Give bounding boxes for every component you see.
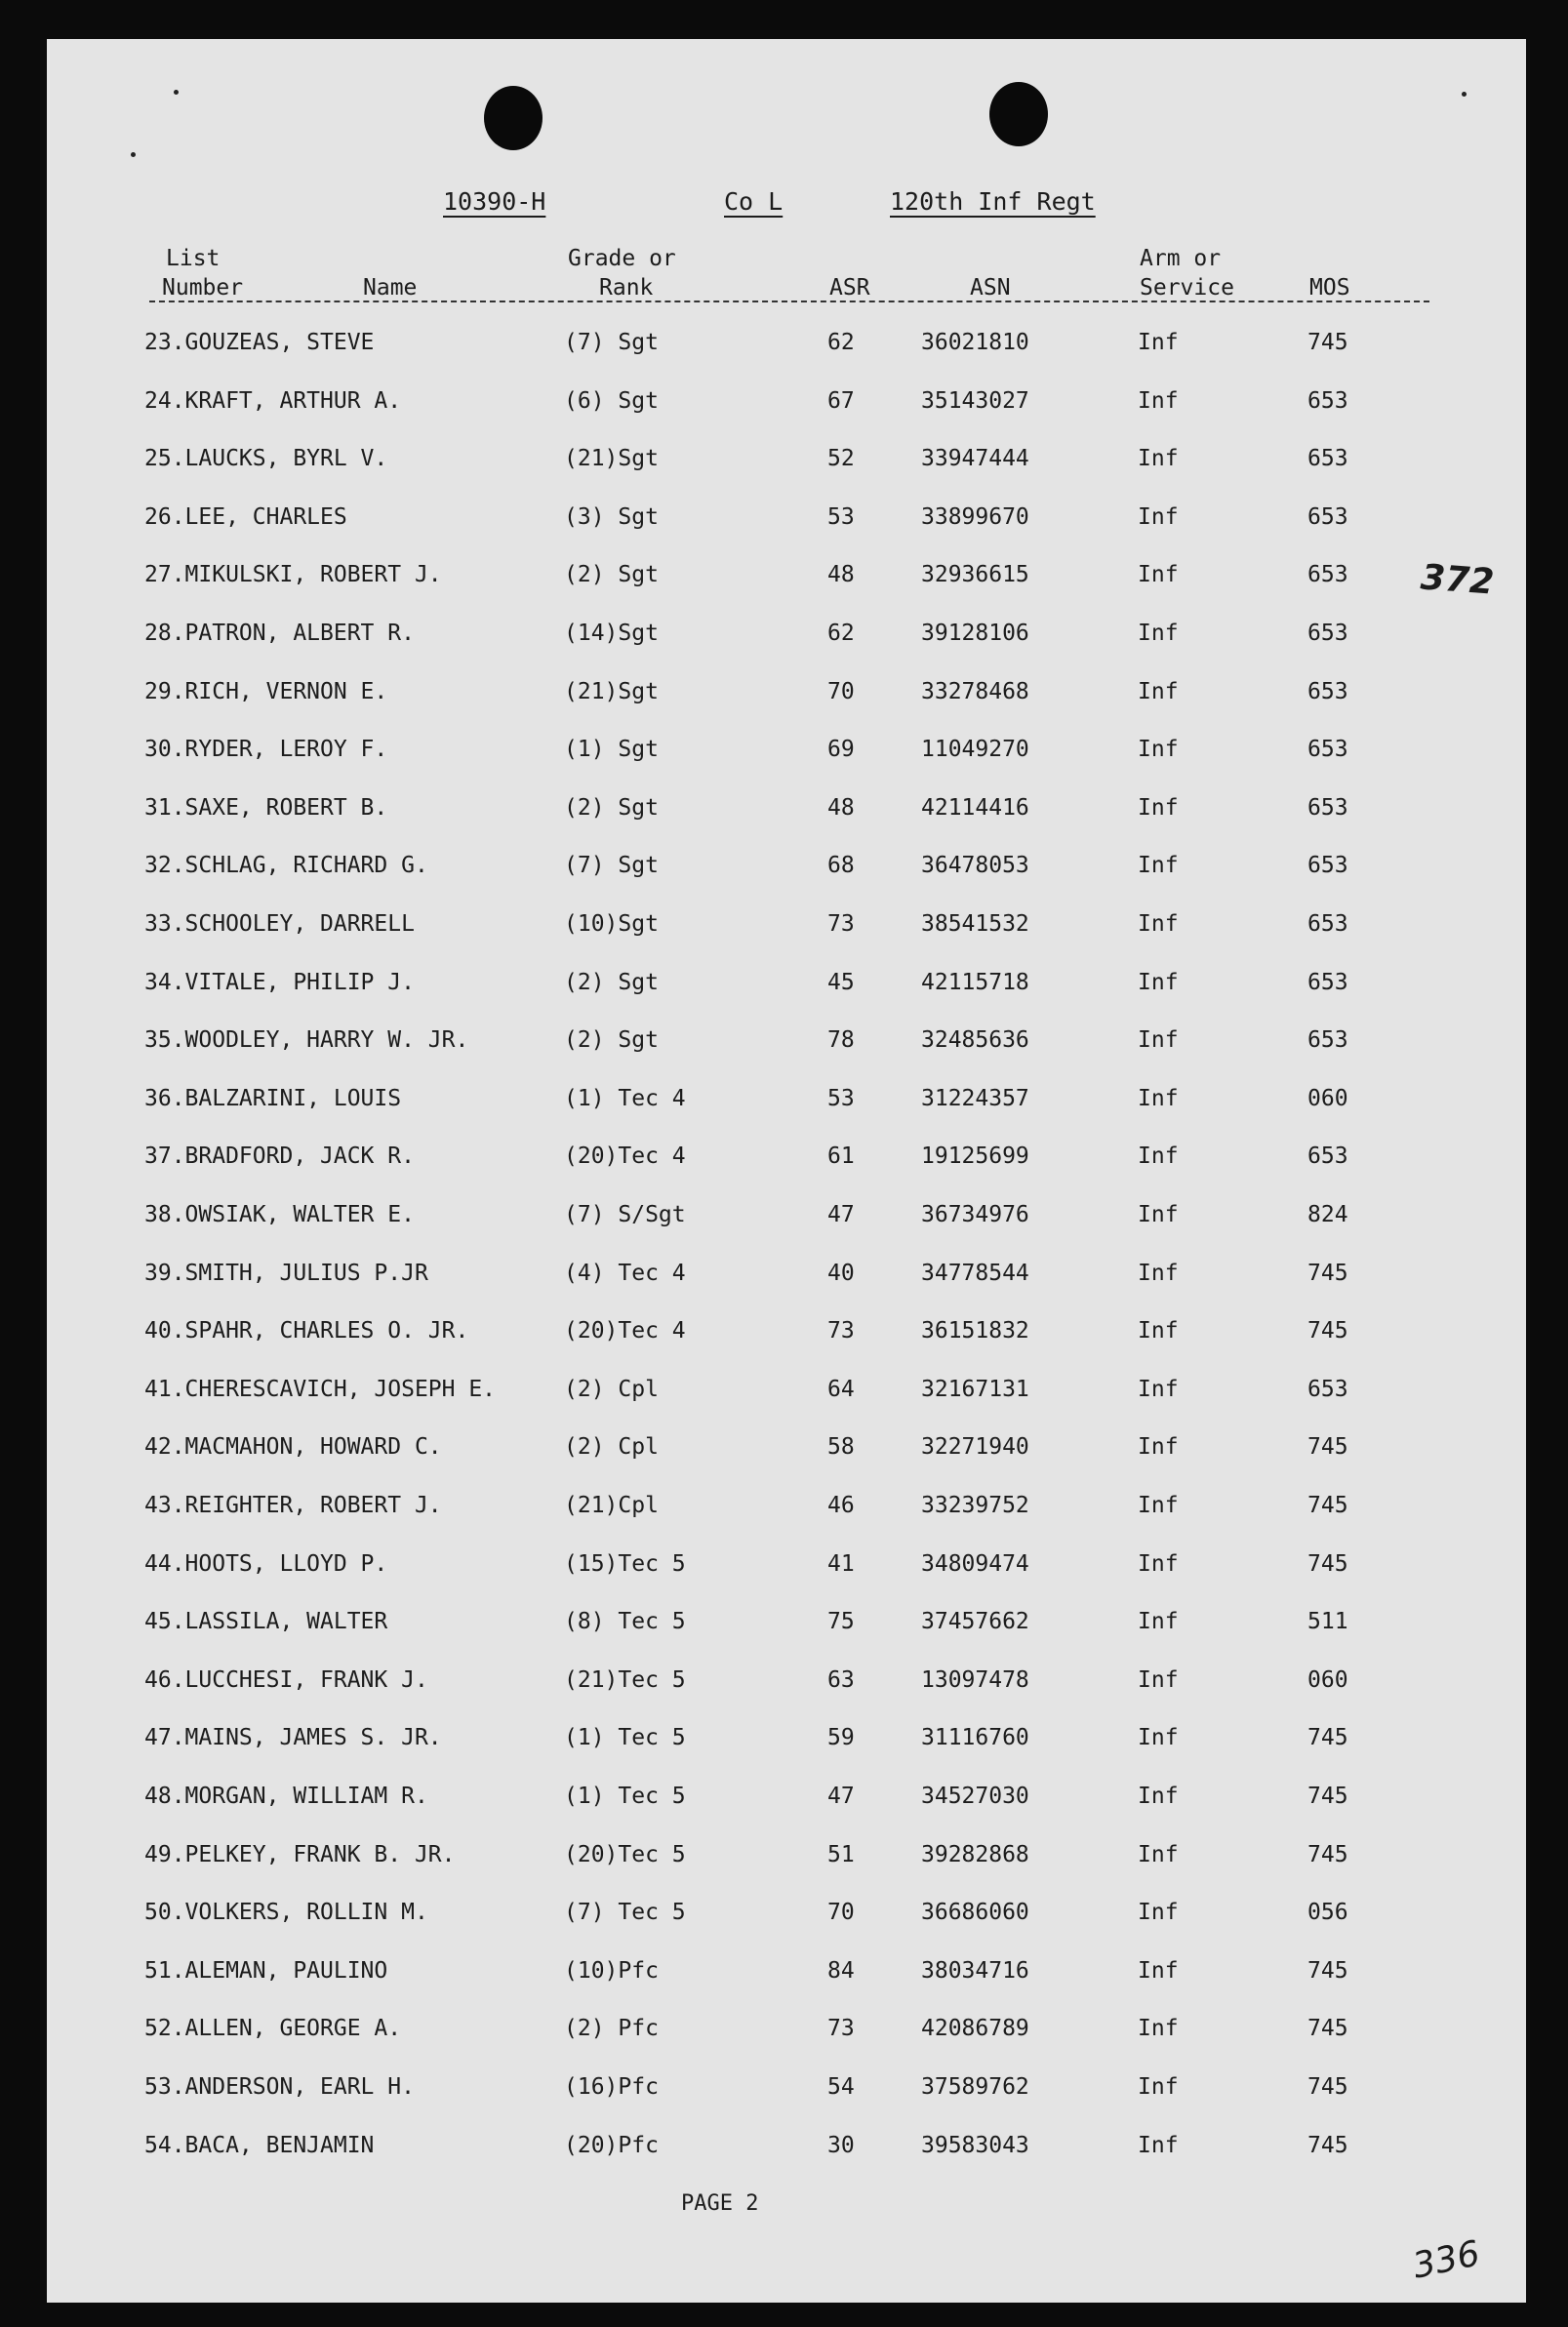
- row-asr: 61: [827, 1143, 855, 1170]
- row-arm: Inf: [1138, 387, 1179, 414]
- corner-handwritten-number: 336: [1409, 2233, 1484, 2287]
- row-arm: Inf: [1138, 911, 1179, 937]
- row-mos: 745: [1307, 1493, 1348, 1518]
- row-asn: 13097478: [921, 1666, 1029, 1693]
- header-divider: [149, 301, 1429, 302]
- row-arm: Inf: [1138, 1900, 1179, 1926]
- table-row: [47, 1667, 1526, 1706]
- row-asr: 52: [827, 446, 855, 472]
- row-mos: 653: [1307, 678, 1348, 704]
- table-row: [47, 1900, 1526, 1939]
- row-mos: 653: [1307, 794, 1348, 821]
- row-name: 25.LAUCKS, BYRL V.: [144, 446, 388, 472]
- table-row: [47, 1202, 1526, 1241]
- row-grade: (1) Tec 5: [564, 1784, 686, 1809]
- row-grade: (3) Sgt: [564, 503, 659, 530]
- table-row: [47, 388, 1526, 427]
- row-mos: 653: [1307, 562, 1348, 588]
- row-name: 26.LEE, CHARLES: [144, 503, 347, 530]
- row-asr: 70: [827, 1900, 855, 1926]
- row-asr: 48: [827, 794, 855, 821]
- row-mos: 745: [1307, 330, 1348, 355]
- row-name: 32.SCHLAG, RICHARD G.: [144, 853, 428, 879]
- row-asr: 70: [827, 678, 855, 704]
- row-grade: (7) Sgt: [564, 853, 659, 879]
- row-mos: 745: [1307, 1784, 1348, 1809]
- row-asn: 36734976: [921, 1202, 1029, 1227]
- row-asr: 41: [827, 1550, 855, 1577]
- row-grade: (15)Tec 5: [564, 1550, 686, 1577]
- row-name: 53.ANDERSON, EARL H.: [144, 2074, 415, 2100]
- table-row: [47, 853, 1526, 892]
- row-arm: Inf: [1138, 678, 1179, 704]
- dust-speck: [131, 152, 136, 157]
- row-grade: (1) Tec 5: [564, 1725, 686, 1751]
- row-arm: Inf: [1138, 503, 1179, 530]
- row-asr: 67: [827, 387, 855, 414]
- row-name: 36.BALZARINI, LOUIS: [144, 1085, 402, 1111]
- row-mos: 056: [1307, 1900, 1348, 1926]
- row-asr: 62: [827, 621, 855, 646]
- row-grade: (7) Sgt: [564, 330, 659, 355]
- row-mos: 745: [1307, 2074, 1348, 2100]
- row-asn: 33947444: [921, 446, 1029, 472]
- table-row: [47, 1493, 1526, 1532]
- col-name-label: Name: [363, 275, 418, 301]
- row-name: 37.BRADFORD, JACK R.: [144, 1143, 415, 1170]
- row-grade: (10)Pfc: [564, 1957, 659, 1984]
- row-mos: 745: [1307, 1434, 1348, 1461]
- row-asn: 19125699: [921, 1143, 1029, 1170]
- row-name: 43.REIGHTER, ROBERT J.: [144, 1493, 442, 1518]
- row-name: 48.MORGAN, WILLIAM R.: [144, 1784, 428, 1809]
- row-grade: (2) Cpl: [564, 1434, 659, 1461]
- row-asn: 36478053: [921, 853, 1029, 879]
- row-name: 31.SAXE, ROBERT B.: [144, 794, 388, 821]
- row-grade: (16)Pfc: [564, 2074, 659, 2100]
- row-asr: 73: [827, 1318, 855, 1344]
- row-asn: 42086789: [921, 2016, 1029, 2042]
- row-arm: Inf: [1138, 1725, 1179, 1751]
- row-asn: 34809474: [921, 1550, 1029, 1577]
- col-arm-label: Arm or: [1140, 246, 1222, 271]
- row-mos: 745: [1307, 1957, 1348, 1984]
- row-mos: 745: [1307, 2016, 1348, 2042]
- row-mos: 745: [1307, 1550, 1348, 1577]
- row-arm: Inf: [1138, 1434, 1179, 1461]
- row-asr: 78: [827, 1027, 855, 1054]
- row-arm: Inf: [1138, 737, 1179, 763]
- col-asr-label: ASR: [829, 275, 870, 301]
- row-arm: Inf: [1138, 1493, 1179, 1518]
- row-asr: 64: [827, 1376, 855, 1402]
- row-mos: 745: [1307, 1725, 1348, 1751]
- row-grade: (8) Tec 5: [564, 1609, 686, 1635]
- row-arm: Inf: [1138, 1260, 1179, 1286]
- row-asr: 68: [827, 853, 855, 879]
- row-arm: Inf: [1138, 1609, 1179, 1635]
- regiment-label: 120th Inf Regt: [890, 187, 1096, 216]
- row-asr: 59: [827, 1725, 855, 1751]
- col-list-label: List: [166, 246, 221, 271]
- table-row: [47, 1551, 1526, 1590]
- row-name: 23.GOUZEAS, STEVE: [144, 330, 375, 355]
- table-row: [47, 1027, 1526, 1066]
- dust-speck: [1462, 92, 1467, 97]
- row-name: 39.SMITH, JULIUS P.JR: [144, 1260, 428, 1286]
- table-row: [47, 679, 1526, 718]
- punch-hole-right: [989, 82, 1048, 146]
- table-row: [47, 1143, 1526, 1183]
- row-asn: 32485636: [921, 1027, 1029, 1054]
- row-arm: Inf: [1138, 1143, 1179, 1170]
- row-name: 38.OWSIAK, WALTER E.: [144, 1202, 415, 1227]
- row-asr: 69: [827, 737, 855, 763]
- row-asn: 32167131: [921, 1376, 1029, 1402]
- row-asn: 31224357: [921, 1085, 1029, 1111]
- row-name: 42.MACMAHON, HOWARD C.: [144, 1434, 442, 1461]
- row-grade: (2) Sgt: [564, 969, 659, 995]
- document-number: 10390-H: [443, 187, 546, 216]
- row-arm: Inf: [1138, 562, 1179, 588]
- table-row: [47, 1318, 1526, 1357]
- dust-speck: [174, 90, 179, 95]
- row-arm: Inf: [1138, 2132, 1179, 2158]
- table-row: [47, 504, 1526, 543]
- row-grade: (6) Sgt: [564, 387, 659, 414]
- row-arm: Inf: [1138, 1376, 1179, 1402]
- col-number-label: Number: [162, 275, 244, 301]
- table-row: [47, 1725, 1526, 1764]
- row-grade: (2) Cpl: [564, 1376, 659, 1402]
- col-service-label: Service: [1140, 275, 1234, 301]
- row-asr: 48: [827, 562, 855, 588]
- row-name: 29.RICH, VERNON E.: [144, 678, 388, 704]
- document-page: [47, 39, 1526, 2303]
- row-asr: 40: [827, 1260, 855, 1286]
- row-asr: 45: [827, 969, 855, 995]
- row-grade: (14)Sgt: [564, 621, 659, 646]
- row-mos: 653: [1307, 911, 1348, 937]
- row-arm: Inf: [1138, 1666, 1179, 1693]
- row-asr: 73: [827, 911, 855, 937]
- margin-number: 372: [1419, 557, 1496, 603]
- row-mos: 653: [1307, 621, 1348, 646]
- row-asn: 34778544: [921, 1260, 1029, 1286]
- table-row: [47, 911, 1526, 950]
- row-mos: 653: [1307, 1143, 1348, 1170]
- row-asr: 62: [827, 330, 855, 355]
- table-row: [47, 1784, 1526, 1823]
- row-mos: 745: [1307, 1318, 1348, 1344]
- row-asn: 33278468: [921, 678, 1029, 704]
- col-rank-label: Rank: [599, 275, 654, 301]
- row-grade: (20)Tec 4: [564, 1318, 686, 1344]
- table-row: [47, 562, 1526, 601]
- row-mos: 653: [1307, 1027, 1348, 1054]
- table-row: [47, 446, 1526, 485]
- row-arm: Inf: [1138, 1202, 1179, 1227]
- row-grade: (7) Tec 5: [564, 1900, 686, 1926]
- row-name: 47.MAINS, JAMES S. JR.: [144, 1725, 442, 1751]
- row-arm: Inf: [1138, 2074, 1179, 2100]
- row-name: 41.CHERESCAVICH, JOSEPH E.: [144, 1376, 497, 1402]
- row-asn: 34527030: [921, 1784, 1029, 1809]
- row-mos: 824: [1307, 1202, 1348, 1227]
- row-name: 54.BACA, BENJAMIN: [144, 2132, 375, 2158]
- table-row: [47, 2074, 1526, 2113]
- table-row: [47, 1842, 1526, 1881]
- row-name: 49.PELKEY, FRANK B. JR.: [144, 1841, 456, 1867]
- row-asr: 47: [827, 1202, 855, 1227]
- row-name: 30.RYDER, LEROY F.: [144, 737, 388, 763]
- table-row: [47, 1377, 1526, 1416]
- row-arm: Inf: [1138, 794, 1179, 821]
- punch-hole-left: [484, 86, 543, 150]
- row-grade: (1) Sgt: [564, 737, 659, 763]
- row-mos: 745: [1307, 2132, 1348, 2158]
- row-grade: (10)Sgt: [564, 911, 659, 937]
- row-name: 40.SPAHR, CHARLES O. JR.: [144, 1318, 469, 1344]
- row-mos: 653: [1307, 387, 1348, 414]
- row-name: 34.VITALE, PHILIP J.: [144, 969, 415, 995]
- row-arm: Inf: [1138, 1841, 1179, 1867]
- row-grade: (2) Sgt: [564, 794, 659, 821]
- row-arm: Inf: [1138, 1784, 1179, 1809]
- row-arm: Inf: [1138, 1318, 1179, 1344]
- row-arm: Inf: [1138, 1085, 1179, 1111]
- row-name: 33.SCHOOLEY, DARRELL: [144, 911, 415, 937]
- row-name: 35.WOODLEY, HARRY W. JR.: [144, 1027, 469, 1054]
- row-arm: Inf: [1138, 853, 1179, 879]
- row-asn: 38034716: [921, 1957, 1029, 1984]
- row-asr: 58: [827, 1434, 855, 1461]
- row-mos: 060: [1307, 1085, 1348, 1111]
- row-grade: (2) Sgt: [564, 562, 659, 588]
- row-asn: 11049270: [921, 737, 1029, 763]
- table-row: [47, 2133, 1526, 2172]
- row-grade: (21)Sgt: [564, 446, 659, 472]
- row-asr: 47: [827, 1784, 855, 1809]
- row-mos: 060: [1307, 1666, 1348, 1693]
- row-arm: Inf: [1138, 1027, 1179, 1054]
- row-name: 52.ALLEN, GEORGE A.: [144, 2016, 402, 2042]
- row-mos: 653: [1307, 737, 1348, 763]
- col-grade-label: Grade or: [568, 246, 676, 271]
- row-asn: 33899670: [921, 503, 1029, 530]
- row-asn: 42114416: [921, 794, 1029, 821]
- row-name: 50.VOLKERS, ROLLIN M.: [144, 1900, 428, 1926]
- row-asr: 53: [827, 503, 855, 530]
- row-asr: 84: [827, 1957, 855, 1984]
- row-arm: Inf: [1138, 446, 1179, 472]
- row-grade: (20)Tec 4: [564, 1143, 686, 1170]
- row-name: 46.LUCCHESI, FRANK J.: [144, 1666, 428, 1693]
- row-asn: 31116760: [921, 1725, 1029, 1751]
- row-grade: (21)Tec 5: [564, 1666, 686, 1693]
- row-arm: Inf: [1138, 2016, 1179, 2042]
- row-asn: 38541532: [921, 911, 1029, 937]
- row-asn: 39128106: [921, 621, 1029, 646]
- table-row: [47, 1261, 1526, 1300]
- table-row: [47, 2016, 1526, 2055]
- row-asn: 36151832: [921, 1318, 1029, 1344]
- row-mos: 745: [1307, 1260, 1348, 1286]
- table-row: [47, 795, 1526, 834]
- row-name: 24.KRAFT, ARTHUR A.: [144, 387, 402, 414]
- row-grade: (20)Tec 5: [564, 1841, 686, 1867]
- table-row: [47, 1958, 1526, 1997]
- row-grade: (1) Tec 4: [564, 1085, 686, 1111]
- row-asn: 35143027: [921, 387, 1029, 414]
- row-mos: 653: [1307, 969, 1348, 995]
- row-asn: 37589762: [921, 2074, 1029, 2100]
- row-asn: 32936615: [921, 562, 1029, 588]
- row-asn: 37457662: [921, 1609, 1029, 1635]
- row-asr: 63: [827, 1666, 855, 1693]
- row-asn: 36686060: [921, 1900, 1029, 1926]
- row-arm: Inf: [1138, 969, 1179, 995]
- table-row: [47, 1086, 1526, 1125]
- row-asn: 39583043: [921, 2132, 1029, 2158]
- row-name: 44.HOOTS, LLOYD P.: [144, 1550, 388, 1577]
- row-arm: Inf: [1138, 330, 1179, 355]
- row-asr: 73: [827, 2016, 855, 2042]
- row-grade: (20)Pfc: [564, 2132, 659, 2158]
- row-asn: 33239752: [921, 1493, 1029, 1518]
- row-arm: Inf: [1138, 1957, 1179, 1984]
- row-name: 51.ALEMAN, PAULINO: [144, 1957, 388, 1984]
- row-name: 45.LASSILA, WALTER: [144, 1609, 388, 1635]
- row-mos: 653: [1307, 446, 1348, 472]
- row-arm: Inf: [1138, 1550, 1179, 1577]
- table-row: [47, 621, 1526, 660]
- page-number: PAGE 2: [681, 2191, 759, 2216]
- row-asn: 36021810: [921, 330, 1029, 355]
- row-mos: 653: [1307, 853, 1348, 879]
- row-asr: 54: [827, 2074, 855, 2100]
- row-mos: 745: [1307, 1841, 1348, 1867]
- col-asn-label: ASN: [970, 275, 1011, 301]
- row-asr: 75: [827, 1609, 855, 1635]
- row-grade: (21)Cpl: [564, 1493, 659, 1518]
- row-asr: 46: [827, 1493, 855, 1518]
- company-label: Co L: [724, 187, 784, 216]
- row-grade: (2) Pfc: [564, 2016, 659, 2042]
- row-mos: 653: [1307, 1376, 1348, 1402]
- row-grade: (2) Sgt: [564, 1027, 659, 1054]
- row-grade: (4) Tec 4: [564, 1260, 686, 1286]
- table-row: [47, 970, 1526, 1009]
- col-mos-label: MOS: [1309, 275, 1350, 301]
- table-row: [47, 1609, 1526, 1648]
- row-asr: 53: [827, 1085, 855, 1111]
- row-mos: 511: [1307, 1609, 1348, 1635]
- table-row: [47, 1434, 1526, 1473]
- row-grade: (7) S/Sgt: [564, 1202, 686, 1227]
- row-grade: (21)Sgt: [564, 678, 659, 704]
- row-asn: 32271940: [921, 1434, 1029, 1461]
- table-row: [47, 330, 1526, 369]
- row-asr: 51: [827, 1841, 855, 1867]
- table-row: [47, 737, 1526, 776]
- row-asn: 42115718: [921, 969, 1029, 995]
- row-name: 27.MIKULSKI, ROBERT J.: [144, 562, 442, 588]
- row-name: 28.PATRON, ALBERT R.: [144, 621, 415, 646]
- row-asn: 39282868: [921, 1841, 1029, 1867]
- row-mos: 653: [1307, 503, 1348, 530]
- row-arm: Inf: [1138, 621, 1179, 646]
- row-asr: 30: [827, 2132, 855, 2158]
